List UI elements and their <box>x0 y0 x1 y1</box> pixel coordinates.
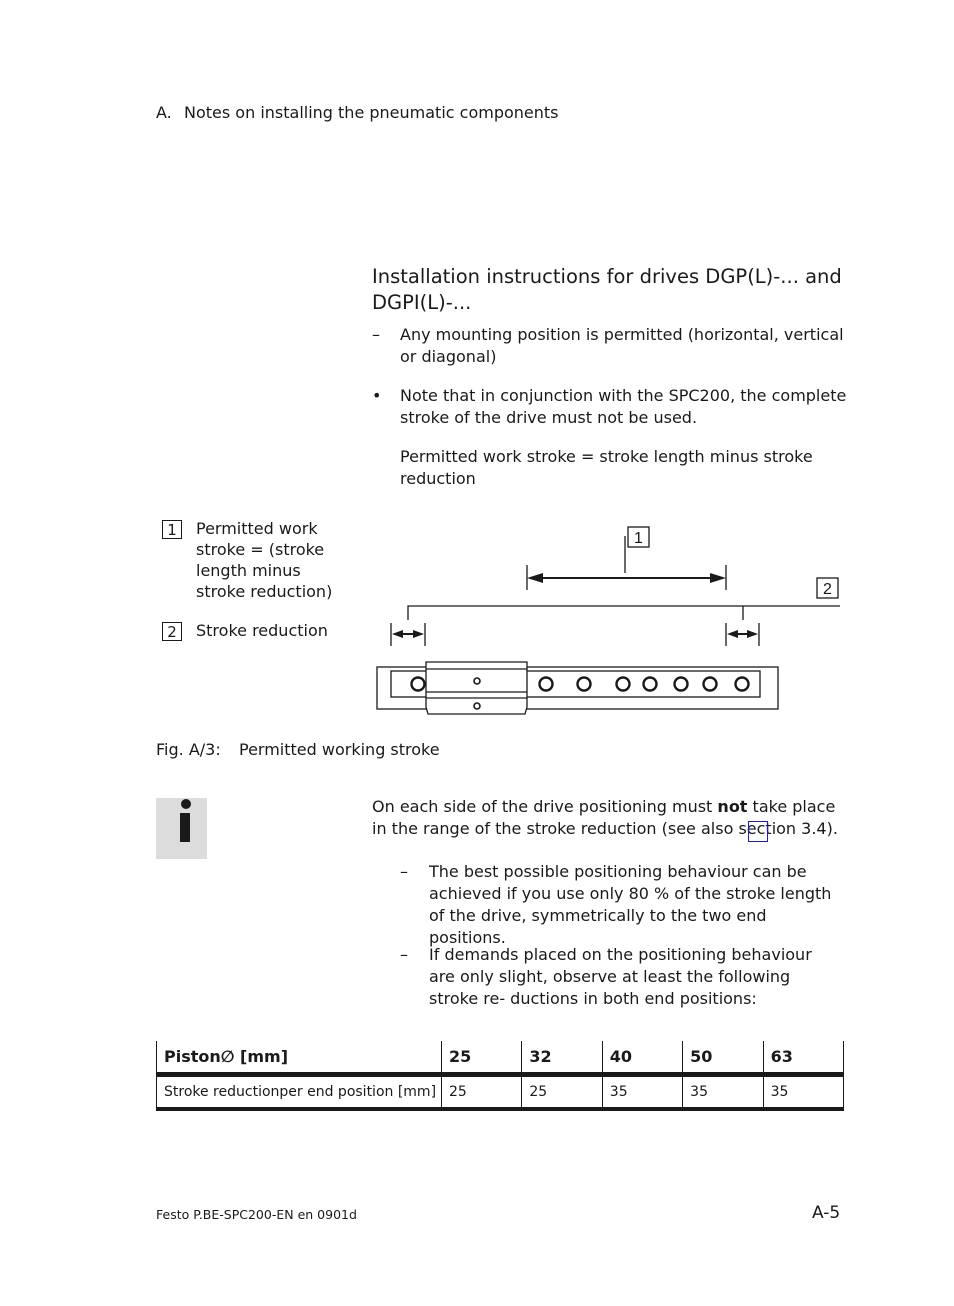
table-header-cell: Piston∅ [mm] <box>157 1041 442 1075</box>
section-title: Installation instructions for drives DGP(L)-... and DGPI(L)-... <box>372 265 842 314</box>
slide-screw <box>474 678 480 684</box>
list-item-text: Note that in conjunction with the SPC200, the complete stroke of the drive must not be used. <box>400 386 847 427</box>
legend-text: Stroke reduction <box>196 621 328 640</box>
rail-hole <box>540 678 553 691</box>
dash-mark: – <box>372 325 380 344</box>
arrowhead-left <box>527 573 543 583</box>
legend-number-box: 2 <box>162 622 182 641</box>
list-item <box>372 385 852 431</box>
callout-label-1: 1 <box>634 530 643 547</box>
rail-hole <box>644 678 657 691</box>
rail-hole <box>412 678 425 691</box>
legend-number-box: 1 <box>162 520 182 539</box>
table-cell: 35 <box>683 1075 763 1110</box>
dash-mark: – <box>400 945 408 964</box>
table-header-cell: 32 <box>522 1041 602 1075</box>
list-item-text: Any mounting position is permitted (horizontal, vertical or diagonal) <box>400 325 844 366</box>
slide-screw <box>474 703 480 709</box>
list-item-text: Permitted work stroke = stroke length minus stroke reduction <box>400 447 813 488</box>
note-subitem-text: The best possible positioning behaviour can be achieved if you use only 80 % of the stroke length of the drive, symmetrically to the two end positions. <box>429 862 832 947</box>
bullet-mark: • <box>372 386 382 405</box>
table-cell: 35 <box>763 1075 843 1110</box>
running-header <box>156 102 559 124</box>
rail-hole <box>736 678 749 691</box>
legend-text: Permitted work stroke = (stroke length minus stroke reduction) <box>196 519 333 601</box>
figure-number: Fig. A/3: <box>156 740 221 759</box>
section-link-marker[interactable] <box>748 821 768 842</box>
note-subitem <box>400 861 840 947</box>
table-header-cell: 50 <box>683 1041 763 1075</box>
note-text <box>372 796 842 840</box>
rail-hole <box>617 678 630 691</box>
table-header-cell: 40 <box>602 1041 682 1075</box>
table-cell: 25 <box>442 1075 522 1110</box>
table-cell: Stroke reductionper end position [mm] <box>157 1075 442 1110</box>
note-text-pre: On each side of the drive positioning must <box>372 797 718 816</box>
table-header-cell: 25 <box>442 1041 522 1075</box>
info-icon <box>156 798 207 859</box>
leader-line-2a <box>408 606 840 620</box>
list-item <box>372 324 852 370</box>
note-subitem-text: If demands placed on the positioning behaviour are only slight, observe at least the following stroke re- ductions in both end positions: <box>429 945 812 1008</box>
table-cell: 25 <box>522 1075 602 1110</box>
table-header-row <box>157 1041 844 1075</box>
footer-document-id: Festo P.BE-SPC200-EN en 0901d <box>156 1207 357 1222</box>
note-text-bold: not <box>717 797 748 816</box>
table-row <box>157 1075 844 1110</box>
header-letter: A. <box>156 103 172 122</box>
note-text-post: take place in the range of the stroke reduction (see also section 3.4). <box>372 797 838 838</box>
rail-hole <box>675 678 688 691</box>
legend-item <box>162 620 352 644</box>
rail-hole <box>704 678 717 691</box>
stroke-reduction-table <box>156 1041 844 1111</box>
table-header-cell: 63 <box>763 1041 843 1075</box>
legend-item <box>162 518 352 604</box>
table-cell: 35 <box>602 1075 682 1110</box>
figure-caption-text: Permitted working stroke <box>239 740 440 759</box>
page-number: A-5 <box>812 1203 841 1223</box>
note-subitem <box>400 944 840 1012</box>
header-title: Notes on installing the pneumatic components <box>184 103 559 122</box>
rail-hole <box>578 678 591 691</box>
arrowhead-right <box>710 573 726 583</box>
figure-caption <box>156 739 440 761</box>
dash-mark: – <box>400 862 408 881</box>
list-item <box>372 446 852 492</box>
stroke-diagram <box>370 520 850 720</box>
callout-label-2: 2 <box>823 581 832 598</box>
